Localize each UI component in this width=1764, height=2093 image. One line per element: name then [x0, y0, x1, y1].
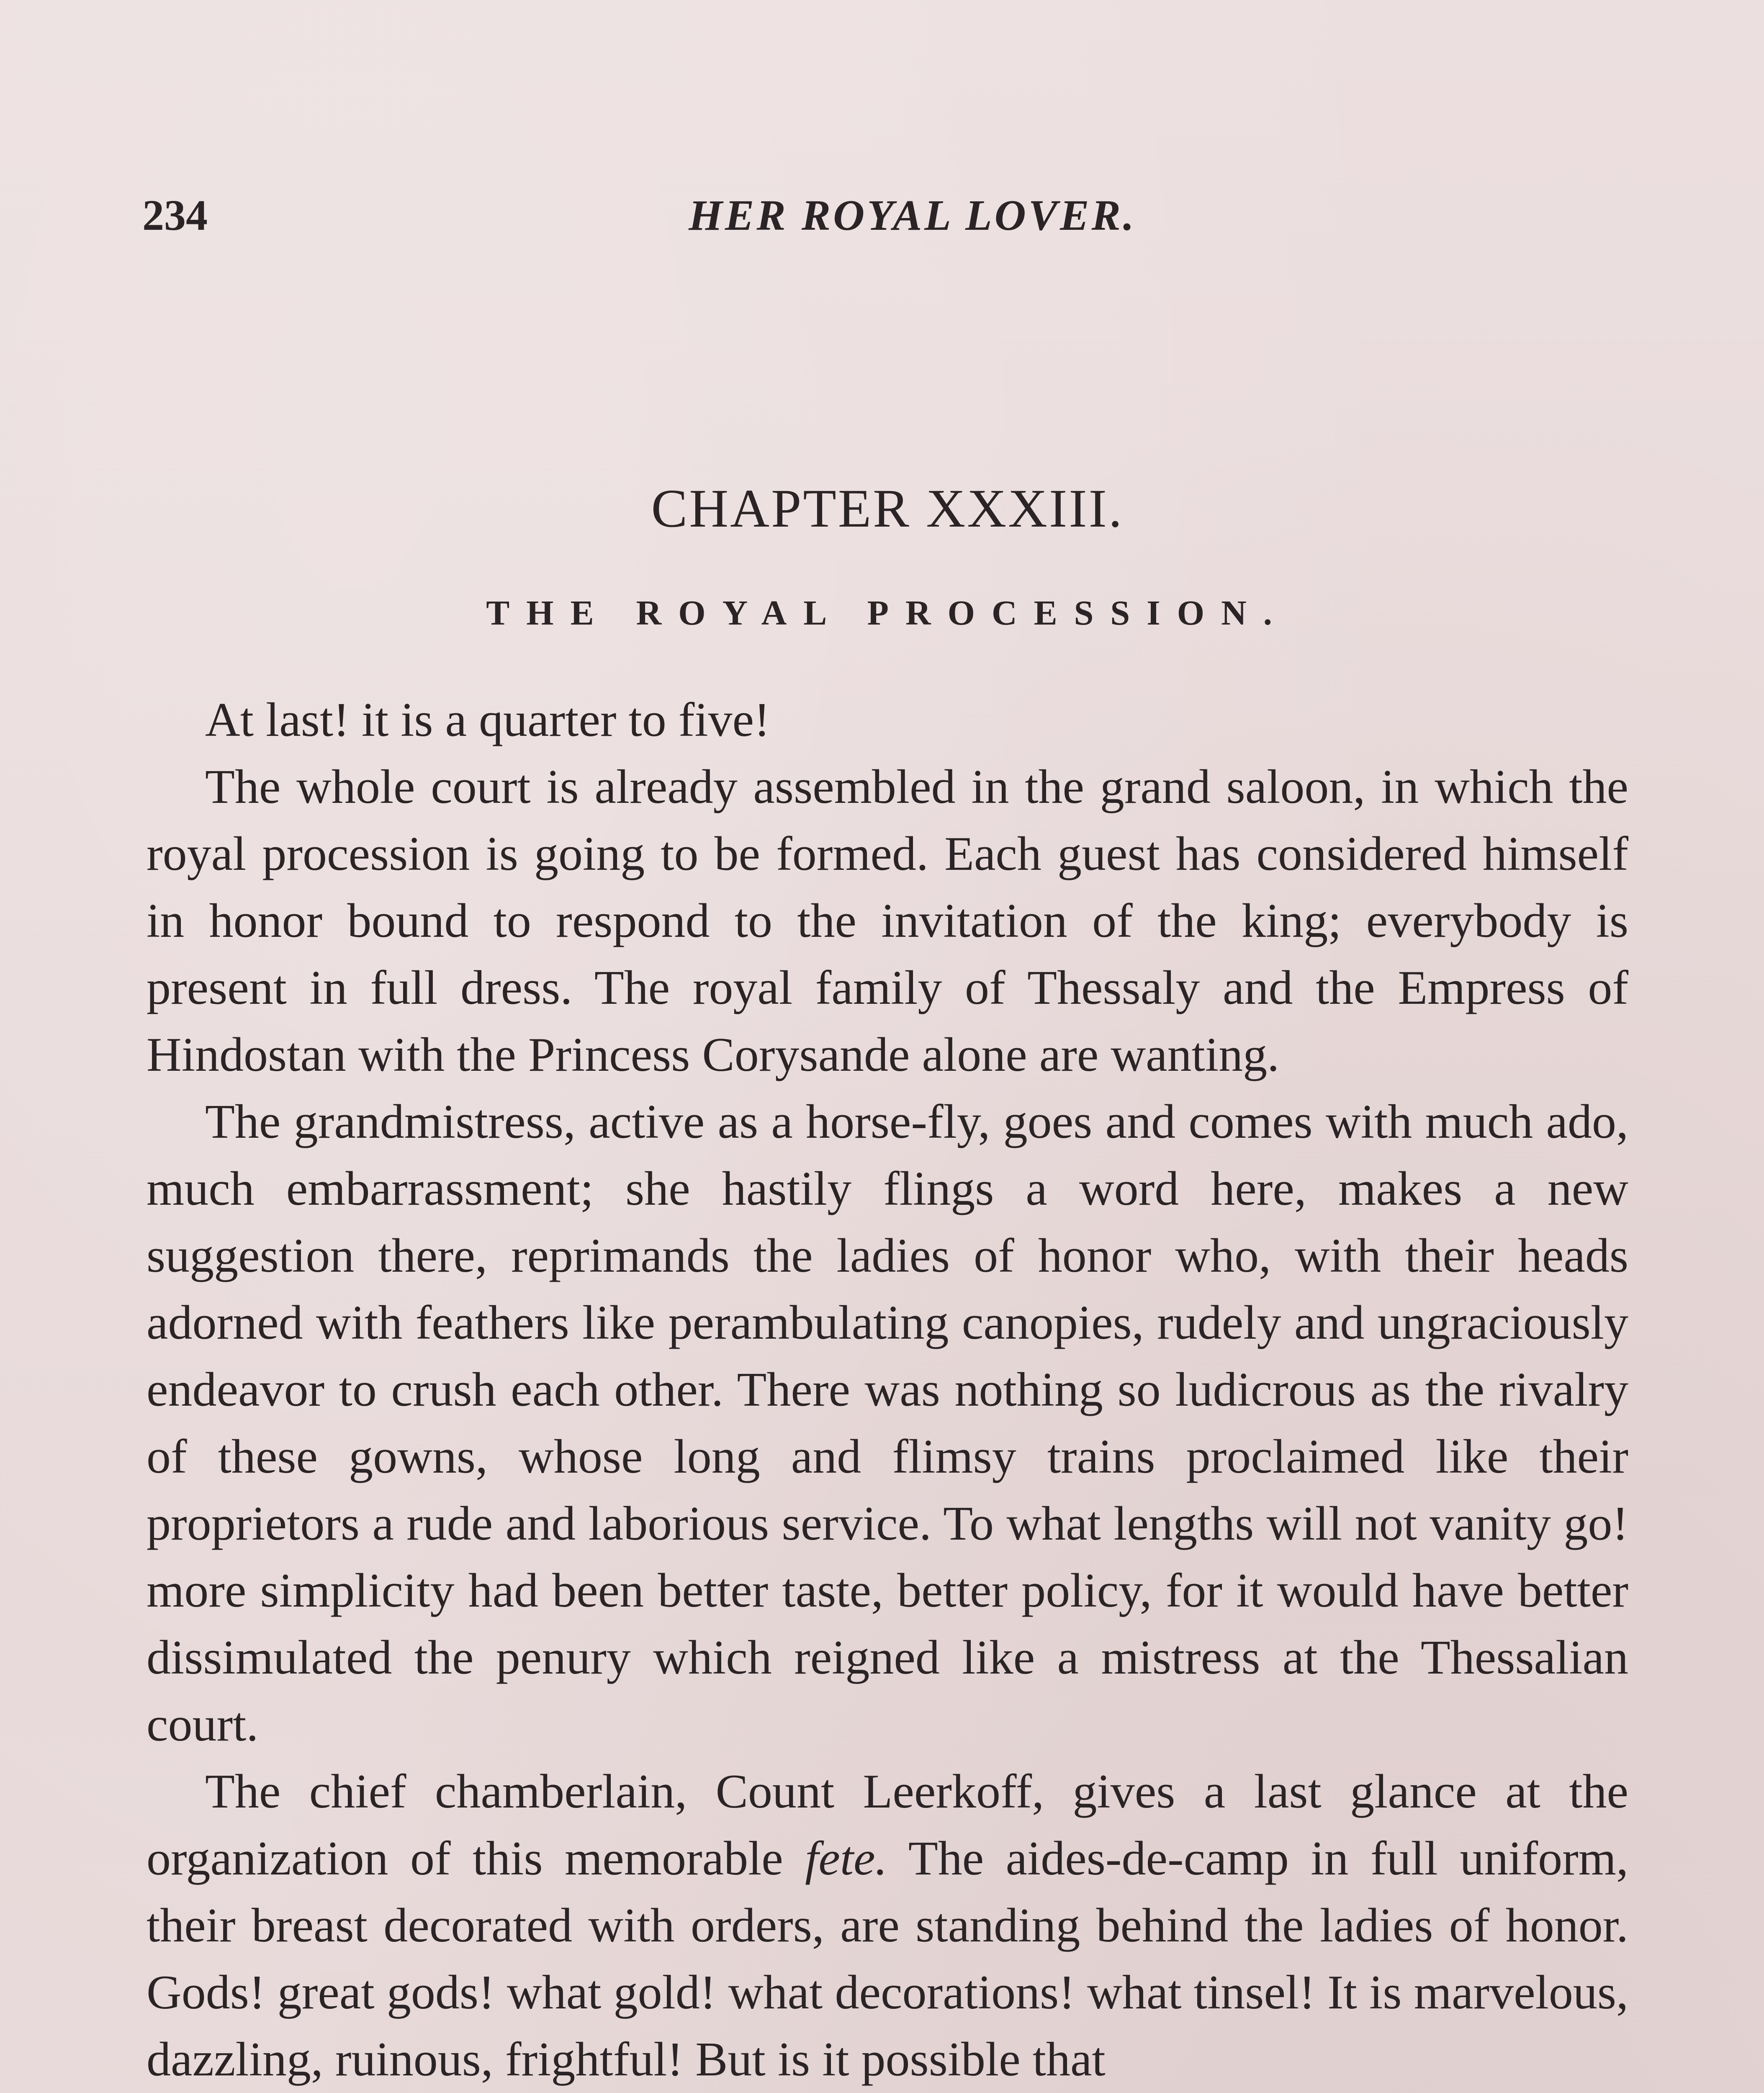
page-number: 234: [142, 191, 208, 239]
running-title: HER ROYAL LOVER.: [689, 191, 1137, 239]
running-head: [142, 184, 1633, 247]
paragraph-4-after-italic: The aides-de-camp in full uniform, their breast decorated with orders, are standing behind the ladies of honor. Gods! great gods! what gold! what decorations! what tinsel! It is marvelous, dazzling, ruinous, frightful! But is it possible that: [147, 1832, 1628, 2086]
paragraph-1: At last! it is a quarter to five!: [205, 693, 770, 747]
paragraph-4: [147, 1758, 1628, 2093]
paragraph-4-before-italic: The chief chamberlain, Count Leerkoff, gives a last glance at the organization of this memorable: [147, 1765, 1628, 1885]
paragraph-3: The grandmistress, active as a horse-fly, goes and comes with much ado, much embarrassment; she hastily flings a word here, makes a new suggestion there, reprimands the ladies of honor who, with their heads adorned with feathers like perambulating canopies, rudely and ungraciously endeavor to crush each other. There was nothing so ludicrous as the rivalry of these gowns, whose long and flimsy trains proclaimed like their proprietors a rude and laborious service. To what lengths will not vanity go! more simplicity had been better taste, better policy, for it would have better dissimulated the penury which reigned like a mistress at the Thessalian court.: [147, 1095, 1628, 1751]
chapter-title: CHAPTER XXXIII.: [651, 478, 1124, 539]
paragraph-4-italic: fete.: [805, 1832, 887, 1885]
paragraph-2: The whole court is already assembled in the grand saloon, in which the royal procession is going to be formed. Each guest has considered himself in honor bound to respond to the invitation of the king; everybody is present in full dress. The royal family of Thessaly and the Empress of Hindostan with the Princess Corysande alone are wanting.: [147, 760, 1628, 1082]
chapter-subtitle: THE ROYAL PROCESSION.: [486, 594, 1289, 633]
body-text: [147, 687, 1628, 2093]
